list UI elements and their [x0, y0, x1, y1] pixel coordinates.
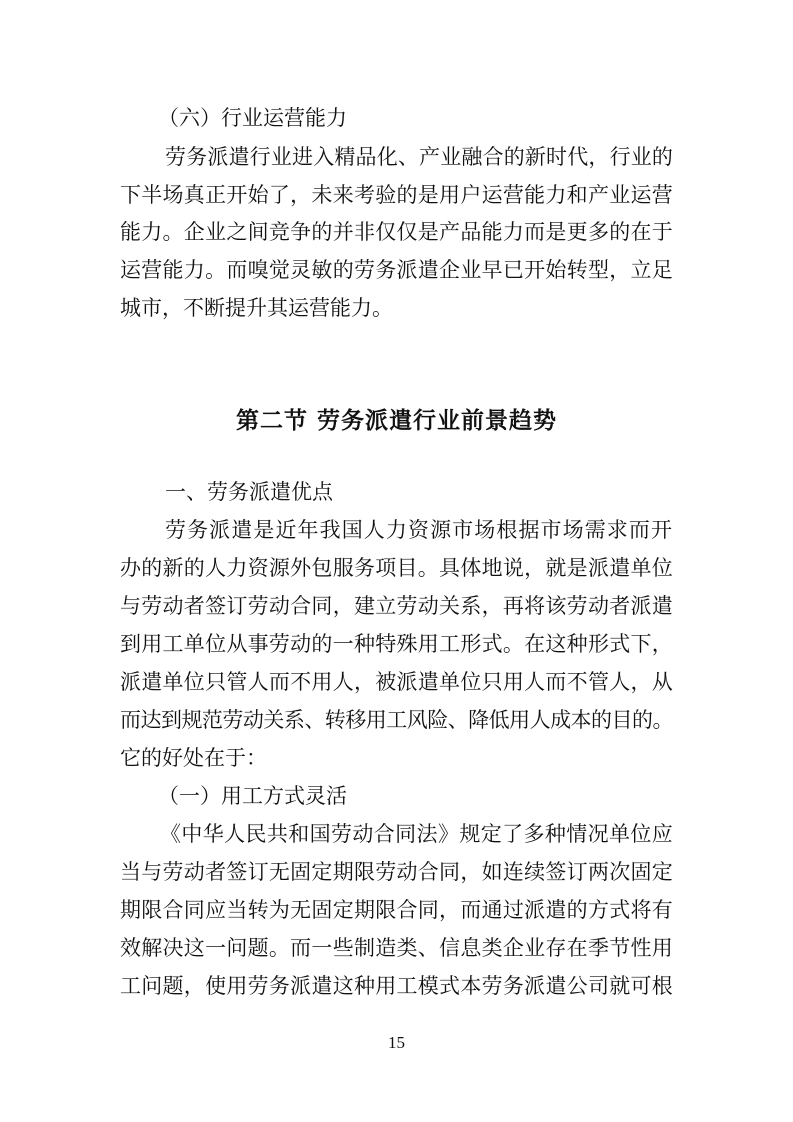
- paragraph-line: 派遣单位只管人而不用人，被派遣单位只用人而不管人，从: [120, 670, 674, 694]
- paragraph-line: 《中华人民共和国劳动合同法》规定了多种情况单位应: [160, 822, 674, 846]
- paragraph-line: 而达到规范劳动关系、转移用工风险、降低用人成本的目的。: [120, 708, 673, 732]
- paragraph-line: 办的新的人力资源外包服务项目。具体地说，就是派遣单位: [120, 556, 674, 580]
- paragraph-line: 能力。企业之间竞争的并非仅仅是产品能力而是更多的在于: [120, 220, 674, 244]
- section-title: 第二节 劳务派遣行业前景趋势: [235, 408, 557, 434]
- paragraph-line: 期限合同应当转为无固定期限合同，而通过派遣的方式将有: [120, 898, 674, 922]
- page-number: 15: [388, 1033, 405, 1052]
- paragraph-line: 当与劳动者签订无固定期限劳动合同，如连续签订两次固定: [120, 860, 674, 884]
- section-6-heading: （六）行业运营能力: [158, 106, 347, 130]
- paragraph-line: 劳务派遣行业进入精品化、产业融合的新时代，行业的: [165, 145, 674, 169]
- paragraph-line: 城市，不断提升其运营能力。: [120, 296, 393, 320]
- paragraph-line: 运营能力。而嗅觉灵敏的劳务派遣企业早已开始转型，立足: [120, 258, 674, 282]
- paragraph-line: 与劳动者签订劳动合同，建立劳动关系，再将该劳动者派遣: [120, 594, 674, 618]
- sub-1-heading: （一）用工方式灵活: [158, 784, 347, 808]
- paragraph-line: 劳务派遣是近年我国人力资源市场根据市场需求而开: [165, 518, 674, 542]
- paragraph-line: 到用工单位从事劳动的一种特殊用工形式。在这种形式下，: [120, 632, 674, 656]
- paragraph-line: 它的好处在于：: [120, 746, 267, 770]
- paragraph-line: 工问题，使用劳务派遣这种用工模式本劳务派遣公司就可根: [120, 974, 674, 998]
- paragraph-line: 效解决这一问题。而一些制造类、信息类企业存在季节性用: [120, 936, 674, 960]
- paragraph-line: 下半场真正开始了，未来考验的是用户运营能力和产业运营: [120, 183, 674, 207]
- part-1-heading: 一、劳务派遣优点: [165, 480, 333, 504]
